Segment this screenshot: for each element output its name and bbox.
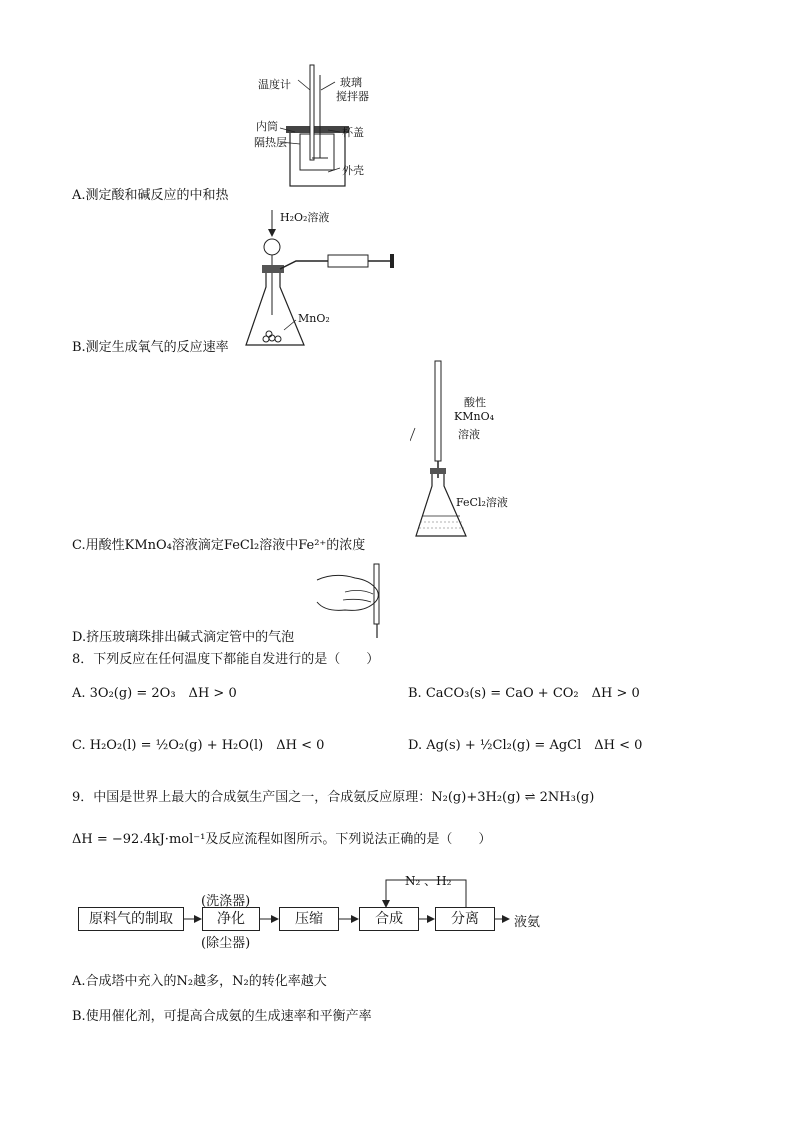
- label-stirrer-1: 玻璃: [340, 76, 362, 89]
- label-acid-1: 酸性: [464, 396, 486, 409]
- titration-diagram: [410, 356, 500, 552]
- flow-box-raw: 原料气的制取: [78, 907, 184, 931]
- label-h2o2: H₂O₂溶液: [280, 211, 330, 224]
- flow-box-compress: 压缩: [279, 907, 339, 931]
- q9-option-b: B.使用催化剂，可提高合成氨的生成速率和平衡产率: [72, 1009, 372, 1024]
- flask-syringe-diagram: [240, 205, 410, 355]
- q8-stem: 8．下列反应在任何温度下都能自发进行的是（ ）: [72, 652, 380, 667]
- label-shell: 外壳: [342, 164, 364, 177]
- q8-option-a: A. 3O₂(g) = 2O₃ ΔH > 0: [72, 686, 237, 701]
- label-acid-2: KMnO₄: [454, 410, 494, 423]
- label-mno2: MnO₂: [298, 312, 330, 325]
- label-stirrer-2: 搅拌器: [336, 90, 369, 103]
- flow-label-washer: (洗涤器): [201, 894, 251, 909]
- q8-option-d: D. Ag(s) + ½Cl₂(g) = AgCl ΔH < 0: [408, 738, 643, 753]
- label-inner: 内筒: [256, 120, 278, 133]
- flow-label-recycle: N₂ 、H₂: [405, 874, 452, 888]
- caption-c: C.用酸性KMnO₄溶液滴定FeCl₂溶液中Fe²⁺的浓度: [72, 538, 366, 553]
- caption-d: D.挤压玻璃珠排出碱式滴定管中的气泡: [72, 630, 295, 645]
- q9-option-a: A.合成塔中充入的N₂越多，N₂的转化率越大: [72, 974, 327, 989]
- caption-a: A.测定酸和碱反应的中和热: [72, 188, 229, 203]
- hand-burette-diagram: [315, 562, 395, 642]
- flow-box-separate: 分离: [435, 907, 495, 931]
- flow-box-synth: 合成: [359, 907, 419, 931]
- caption-b: B.测定生成氧气的反应速率: [72, 340, 229, 355]
- label-thermometer: 温度计: [258, 78, 291, 91]
- q8-option-c: C. H₂O₂(l) = ½O₂(g) + H₂O(l) ΔH < 0: [72, 738, 325, 753]
- flow-box-purify: 净化: [202, 907, 260, 931]
- flow-label-product: 液氨: [514, 915, 541, 930]
- flow-label-duster: (除尘器): [201, 936, 251, 951]
- q9-stem-1: 9．中国是世界上最大的合成氨生产国之一，合成氨反应原理：N₂(g)+3H₂(g) ⇌ 2NH₃(g): [72, 790, 595, 805]
- label-lid: 杯盖: [342, 126, 364, 139]
- q8-option-b: B. CaCO₃(s) = CaO + CO₂ ΔH > 0: [408, 686, 640, 701]
- label-fecl2: FeCl₂溶液: [456, 496, 508, 509]
- label-acid-3: 溶液: [458, 428, 480, 441]
- q9-stem-2: ΔH = −92.4kJ·mol⁻¹及反应流程如图所示。下列说法正确的是（ ）: [72, 832, 492, 847]
- label-insulation: 隔热层: [254, 136, 287, 149]
